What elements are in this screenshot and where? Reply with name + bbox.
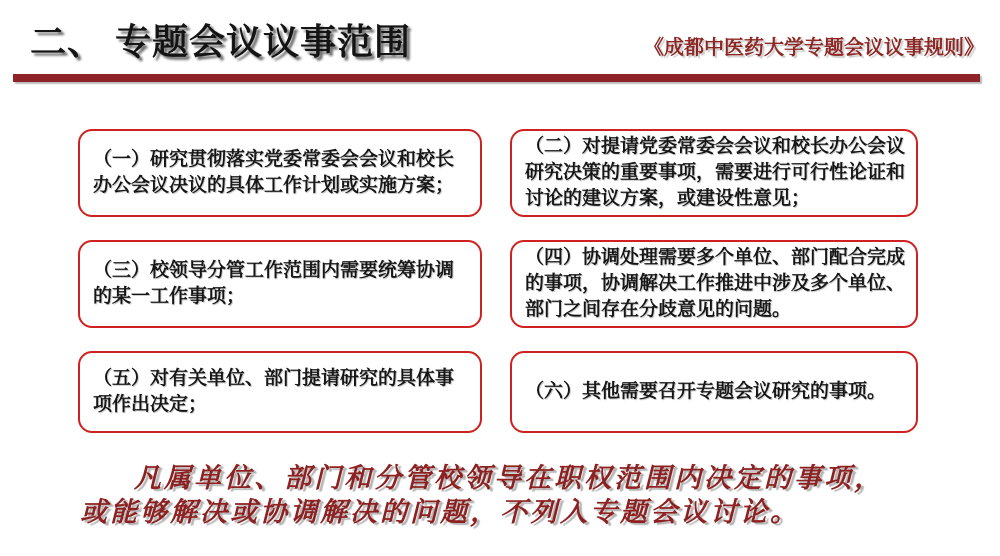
scope-item-box-1: [78, 129, 482, 217]
scope-item-text-3: （三）校领导分管工作范围内需要统筹协调的某一工作事项；: [93, 260, 455, 307]
scope-item-text-4: （四）协调处理需要多个单位、部门配合完成的事项，协调解决工作推进中涉及多个单位、部门之间存在分歧意见的问题。: [525, 247, 906, 320]
footer-note-line-2: 或能够解决或协调解决的问题，不列入专题会议讨论。: [80, 497, 800, 527]
scope-item-box-2: [510, 129, 918, 217]
scope-item-box-4: [510, 240, 918, 328]
slide-subtitle-reference: 《成都中医药大学专题会议议事规则》: [644, 37, 984, 59]
scope-item-box-5: [78, 351, 482, 433]
scope-items-grid: [78, 129, 918, 433]
scope-item-box-6: [510, 351, 918, 433]
footer-note-line-1: 凡属单位、部门和分管校领导在职权范围内决定的事项，: [134, 463, 884, 493]
scope-item-text-5: （五）对有关单位、部门提请研究的具体事项作出决定；: [93, 368, 455, 415]
scope-item-text-1: （一）研究贯彻落实党委常委会会议和校长办公会议决议的具体工作计划或实施方案；: [93, 149, 455, 196]
scope-item-box-3: [78, 240, 482, 328]
slide-title: 二、 专题会议议事范围: [30, 21, 412, 62]
scope-item-text-6: （六）其他需要召开专题会议研究的事项。: [525, 381, 887, 402]
scope-item-text-2: （二）对提请党委常委会会议和校长办公会议研究决策的重要事项，需要进行可行性论证和讨论的建议方案，或建设性意见；: [525, 136, 906, 209]
footer-note: [80, 461, 930, 529]
header-divider: [13, 74, 980, 82]
